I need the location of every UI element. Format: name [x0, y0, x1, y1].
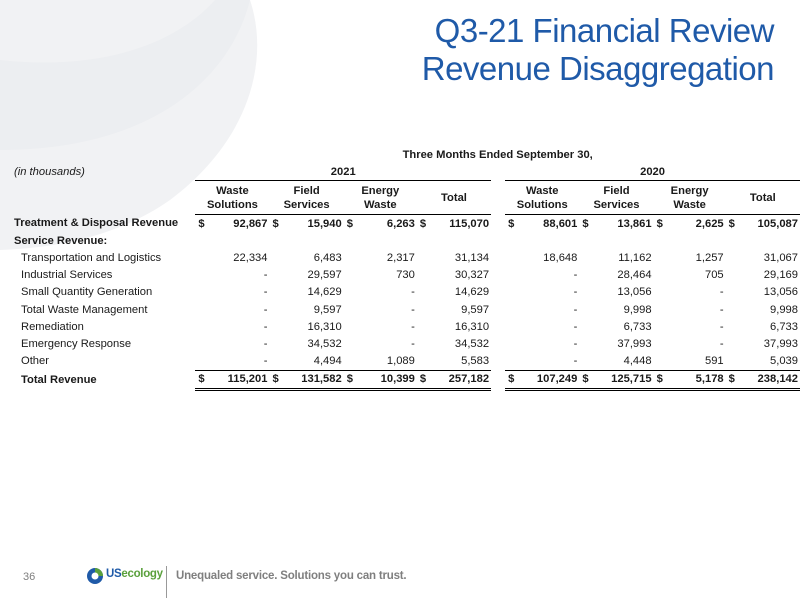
logo-wordmark: USecology — [106, 568, 163, 580]
currency-symbol: $ — [654, 370, 670, 389]
service-revenue-heading: Service Revenue: — [14, 234, 108, 247]
cell: - — [573, 269, 578, 282]
cell: - — [719, 320, 724, 333]
currency-symbol: $ — [728, 217, 735, 230]
revenue-disaggregation-table — [14, 146, 800, 391]
currency-symbol: $ — [579, 370, 595, 389]
cell: 131,582 — [285, 370, 344, 389]
cell: 15,940 — [307, 217, 342, 230]
col-header-total-2020: Total — [726, 181, 800, 215]
period-title-row — [14, 146, 800, 164]
cell: 6,263 — [386, 217, 415, 230]
currency-symbol: $ — [508, 217, 515, 230]
cell: 115,070 — [449, 217, 490, 230]
service-row — [14, 318, 800, 335]
currency-symbol: $ — [505, 370, 521, 389]
cell: 238,142 — [741, 370, 800, 389]
cell: 2,625 — [695, 217, 724, 230]
currency-symbol: $ — [346, 217, 353, 230]
cell: 16,310 — [307, 320, 342, 333]
currency-symbol: $ — [656, 217, 663, 230]
year-2020: 2020 — [505, 164, 800, 181]
col-header-energy-waste-2020: Energy Waste — [654, 181, 726, 215]
col-header-waste-solutions-2020: Waste Solutions — [505, 181, 579, 215]
cell: 257,182 — [433, 370, 492, 389]
cell: 11,162 — [618, 251, 652, 264]
us-ecology-logo-icon — [86, 567, 104, 585]
cell: 22,334 — [233, 251, 268, 264]
cell: - — [719, 303, 724, 316]
cell: - — [411, 286, 415, 299]
cell: 6,483 — [313, 251, 342, 264]
currency-symbol: $ — [726, 370, 742, 389]
cell: 34,532 — [454, 337, 490, 350]
revenue-table-container — [14, 146, 800, 391]
cell: 6,733 — [623, 320, 652, 333]
cell: 16,310 — [454, 320, 490, 333]
cell: 92,867 — [233, 217, 268, 230]
cell: 37,993 — [617, 337, 652, 350]
row-label: Treatment & Disposal Revenue — [14, 217, 179, 230]
col-header-energy-waste-2021: Energy Waste — [344, 181, 417, 215]
slide-title — [422, 12, 774, 88]
currency-symbol: $ — [272, 217, 279, 230]
cell: 1,089 — [386, 355, 415, 368]
col-header-field-services-2021: Field Services — [269, 181, 343, 215]
cell: 10,399 — [359, 370, 417, 389]
col-header-waste-solutions-2021: Waste Solutions — [195, 181, 269, 215]
row-label: Remediation — [21, 320, 84, 333]
cell: 730 — [396, 269, 415, 282]
row-label: Industrial Services — [21, 269, 113, 282]
service-row — [14, 335, 800, 352]
cell: 34,532 — [307, 337, 342, 350]
cell: 31,067 — [763, 251, 798, 264]
service-header-row — [14, 232, 800, 249]
cell: 13,056 — [617, 286, 652, 299]
currency-symbol: $ — [198, 217, 205, 230]
cell: 9,998 — [623, 303, 652, 316]
footer-tagline: Unequaled service. Solutions you can trust. — [176, 570, 407, 582]
unit-note: (in thousands) — [14, 166, 85, 179]
currency-symbol: $ — [344, 370, 360, 389]
service-row — [14, 353, 800, 371]
cell: - — [263, 269, 268, 282]
cell: 13,861 — [617, 217, 652, 230]
row-label: Total Revenue — [21, 373, 97, 386]
cell: - — [263, 337, 268, 350]
cell: 115,201 — [211, 370, 269, 389]
cell: 9,597 — [461, 303, 490, 316]
cell: - — [263, 303, 268, 316]
cell: - — [263, 286, 268, 299]
row-label: Total Waste Management — [21, 303, 148, 316]
page-number: 36 — [23, 571, 36, 583]
col-header-field-services-2020: Field Services — [579, 181, 653, 215]
row-label: Emergency Response — [21, 337, 132, 350]
cell: - — [573, 337, 578, 350]
cell: 2,317 — [386, 251, 415, 264]
cell: 14,629 — [454, 286, 490, 299]
cell: 125,715 — [595, 370, 654, 389]
service-row — [14, 301, 800, 318]
cell: 9,998 — [770, 303, 798, 316]
cell: - — [719, 337, 724, 350]
cell: 4,448 — [623, 355, 652, 368]
slide-title-line-1: Q3-21 Financial Review — [434, 12, 774, 49]
currency-symbol: $ — [195, 370, 211, 389]
cell: 107,249 — [521, 370, 580, 389]
service-row — [14, 267, 800, 284]
service-row — [14, 249, 800, 266]
cell: 28,464 — [617, 269, 652, 282]
currency-symbol: $ — [582, 217, 589, 230]
cell: 105,087 — [757, 217, 798, 230]
row-label: Transportation and Logistics — [21, 251, 162, 264]
cell: - — [263, 355, 268, 368]
cell: - — [411, 303, 415, 316]
cell: 13,056 — [763, 286, 798, 299]
treatment-row — [14, 215, 800, 233]
slide-title-line-2: Revenue Disaggregation — [421, 50, 774, 87]
period-title: Three Months Ended September 30, — [402, 149, 593, 161]
cell: 4,494 — [313, 355, 342, 368]
cell: 1,257 — [695, 251, 724, 264]
currency-symbol: $ — [269, 370, 285, 389]
cell: - — [573, 320, 578, 333]
cell: - — [411, 337, 415, 350]
cell: - — [719, 286, 724, 299]
row-label: Other — [21, 355, 49, 368]
cell: - — [573, 303, 578, 316]
footer-divider — [166, 566, 167, 598]
cell: 37,993 — [763, 337, 798, 350]
cell: 9,597 — [313, 303, 342, 316]
cell: - — [573, 355, 578, 368]
row-label: Small Quantity Generation — [21, 286, 153, 299]
service-row — [14, 284, 800, 301]
cell: 29,169 — [763, 269, 798, 282]
column-header-row — [14, 181, 800, 215]
cell: 705 — [704, 269, 724, 282]
cell: 5,039 — [770, 355, 798, 368]
col-header-total-2021: Total — [417, 181, 491, 215]
cell: 591 — [704, 355, 724, 368]
cell: 30,327 — [454, 269, 490, 282]
currency-symbol: $ — [419, 217, 427, 230]
total-row — [14, 370, 800, 389]
cell: 18,648 — [543, 251, 578, 264]
service-rows — [14, 249, 800, 370]
cell: - — [411, 320, 415, 333]
currency-symbol: $ — [417, 370, 433, 389]
cell: 5,178 — [669, 370, 725, 389]
cell: 14,629 — [307, 286, 342, 299]
year-2021: 2021 — [195, 164, 491, 181]
cell: - — [573, 286, 578, 299]
cell: 6,733 — [770, 320, 798, 333]
cell: - — [263, 320, 268, 333]
cell: 31,134 — [454, 251, 490, 264]
cell: 5,583 — [461, 355, 490, 368]
cell: 88,601 — [543, 217, 578, 230]
cell: 29,597 — [307, 269, 342, 282]
year-row — [14, 164, 800, 181]
